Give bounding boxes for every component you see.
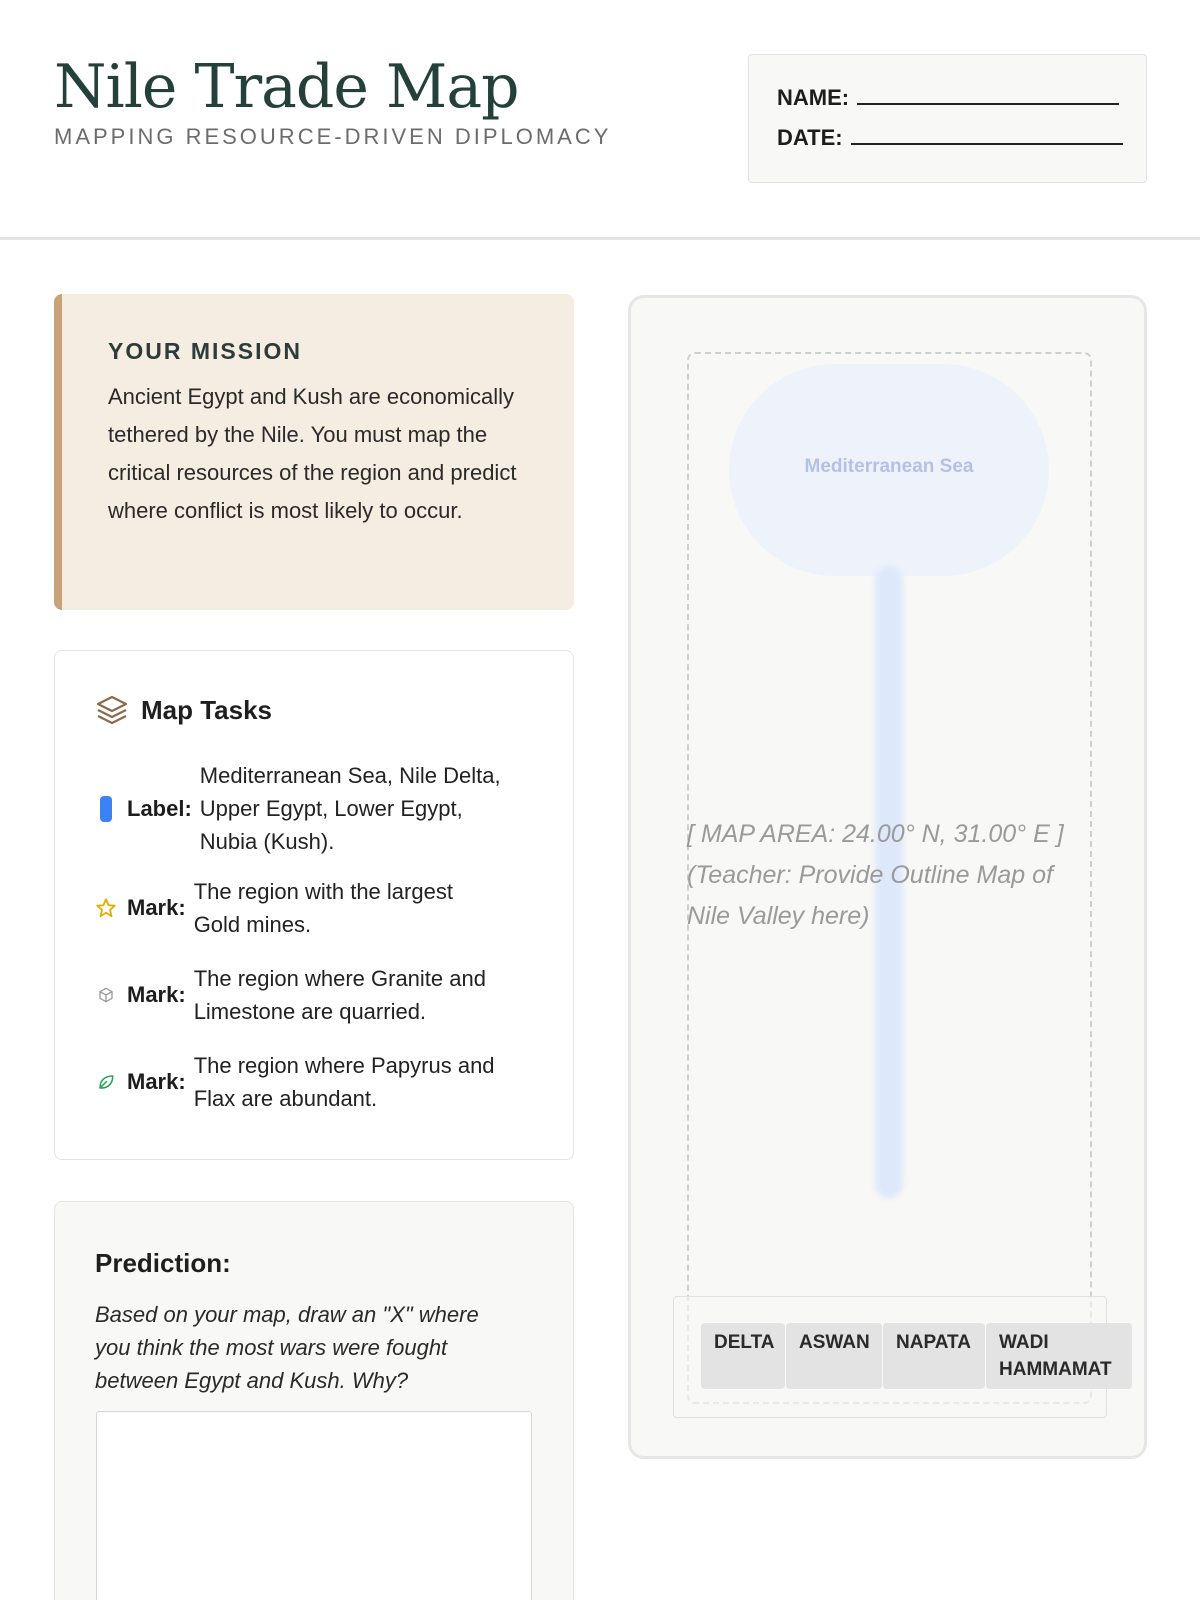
cube-icon <box>95 987 117 1003</box>
task-text: The region with the largest Gold mines. <box>193 879 453 937</box>
task-label: Mark: <box>127 982 186 1007</box>
map-legend <box>673 1296 1112 1418</box>
legend-tag-delta: DELTA <box>701 1323 785 1389</box>
layers-icon <box>95 693 129 727</box>
task-text: Mediterranean Sea, Nile Delta, Upper Egypt, Lower Egypt, Nubia (Kush). <box>199 763 501 854</box>
map-tasks-card <box>54 650 574 1160</box>
task-label: Mark: <box>127 1069 186 1094</box>
map-tasks-header <box>95 693 272 727</box>
prediction-heading: Prediction: <box>95 1248 231 1278</box>
map-panel <box>628 295 1147 1459</box>
task-text: The region where Granite and Limestone are quarried. <box>193 966 486 1024</box>
map-placeholder <box>687 814 1087 937</box>
blue-marker-icon <box>95 796 117 822</box>
task-item-papyrus <box>95 1049 524 1115</box>
legend-tag-aswan: ASWAN <box>786 1323 882 1389</box>
prediction-prompt: Based on your map, draw an "X" where you think the most wars were fought between Egypt and Kush. Why? <box>95 1302 479 1393</box>
date-blank[interactable] <box>851 143 1123 145</box>
legend-tag-napata: NAPATA <box>883 1323 985 1389</box>
task-item-label <box>95 759 520 858</box>
task-text: The region where Papyrus and Flax are abundant. <box>193 1053 495 1111</box>
mission-body: Ancient Egypt and Kush are economically tethered by the Nile. You must map the critical resources of the region and predict where conflict is most likely to occur. <box>108 384 517 523</box>
name-date-box <box>748 54 1147 183</box>
sea-label: Mediterranean Sea <box>804 456 974 477</box>
date-line <box>777 125 1123 151</box>
date-label: DATE: <box>777 125 843 150</box>
task-item-gold <box>95 875 494 941</box>
legend-tag-wadi-hammamat: WADI HAMMAMAT <box>986 1323 1132 1389</box>
mediterranean-sea-shape <box>729 364 1049 576</box>
task-label: Label: <box>127 795 192 821</box>
name-blank[interactable] <box>857 103 1119 105</box>
name-line <box>777 85 1119 111</box>
name-label: NAME: <box>777 85 850 110</box>
page-subtitle: MAPPING RESOURCE-DRIVEN DIPLOMACY <box>54 124 612 149</box>
map-placeholder-note: (Teacher: Provide Outline Map of Nile Valley here) <box>687 861 1053 930</box>
task-label: Mark: <box>127 895 186 920</box>
star-icon <box>95 897 117 919</box>
task-item-stone <box>95 962 514 1028</box>
prediction-answer-box[interactable] <box>96 1411 532 1600</box>
page-title: Nile Trade Map <box>54 52 519 122</box>
mission-card <box>54 294 574 610</box>
leaf-icon <box>95 1073 117 1091</box>
page-header <box>0 0 1200 240</box>
prediction-card <box>54 1201 574 1600</box>
map-placeholder-coordinates: [ MAP AREA: 24.00° N, 31.00° E ] <box>687 820 1064 848</box>
map-tasks-heading: Map Tasks <box>141 694 273 725</box>
mission-heading: YOUR MISSION <box>108 338 302 364</box>
